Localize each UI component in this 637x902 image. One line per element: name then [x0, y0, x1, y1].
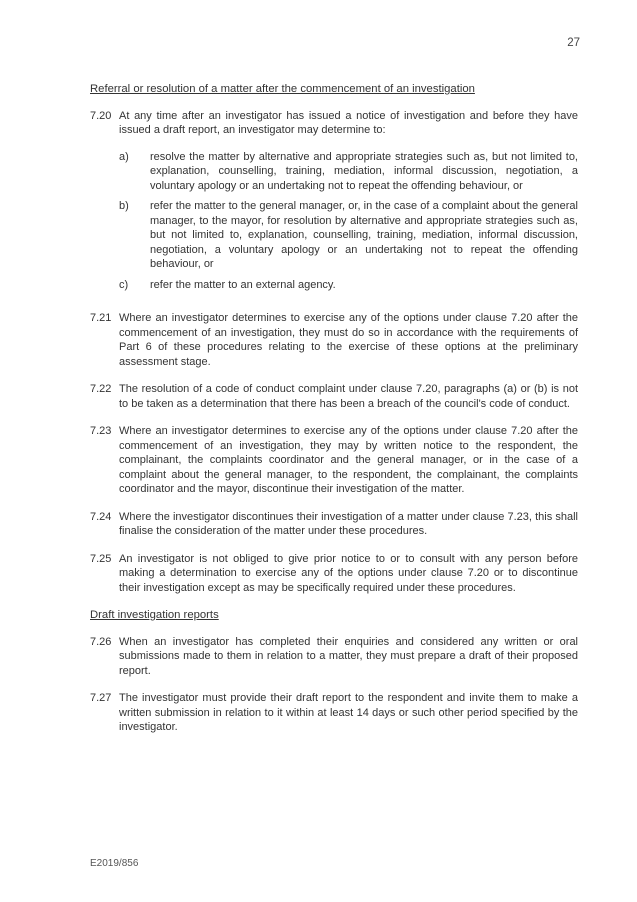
clause-7-26	[90, 635, 578, 679]
clause-text: Where an investigator determines to exercise any of the options under clause 7.20 after the commencement of an investigation, they must do so in accordance with the requirements of Part 6 of these procedures relating to the exercise of these options at the preliminary assessment stage.	[119, 312, 578, 368]
clause-7-20	[90, 109, 578, 299]
clause-text: Where an investigator determines to exercise any of the options under clause 7.20 after the commencement of an investigation, they may by written notice to the respondent, the complainant, the complaints coordinator and the general manager, or in the case of a complaint about the general manager, to the respondent, the complainant, the complaints coordinator and the mayor, discontinue their investigation of the matter.	[119, 425, 578, 495]
page-number: 27	[567, 37, 580, 49]
sub-item-label: b)	[119, 200, 129, 212]
clause-number: 7.27	[90, 692, 112, 704]
clause-7-25	[90, 552, 578, 596]
sub-item-label: c)	[119, 278, 129, 291]
clause-7-23	[90, 424, 578, 497]
sub-item-a	[119, 150, 578, 194]
clause-number: 7.26	[90, 635, 112, 648]
clause-7-27	[90, 691, 578, 735]
clause-7-24	[90, 510, 578, 539]
clause-text: At any time after an investigator has issued a notice of investigation and before they have issued a draft report, an investigator may determine to:	[119, 109, 578, 136]
sub-item-text: refer the matter to an external agency.	[150, 278, 336, 291]
clause-text: The investigator must provide their draft report to the respondent and invite them to make a written submission in relation to it within at least 14 days or such other period specified by the investigator.	[119, 692, 578, 733]
sub-item-label: a)	[119, 150, 129, 163]
sub-item-b	[119, 199, 578, 272]
clause-number: 7.23	[90, 425, 112, 437]
sub-item-text: resolve the matter by alternative and appropriate strategies such as, but not limited to, explanation, counselling, training, mediation, informal discussion, negotiation, a voluntary apology or an undertaking not to repeat the offending behaviour, or	[150, 150, 578, 192]
clause-7-22	[90, 382, 578, 411]
clause-number: 7.20	[90, 109, 112, 122]
clause-number: 7.22	[90, 383, 112, 395]
clause-text: When an investigator has completed their enquiries and considered any written or oral submissions made to them in relation to a matter, they must prepare a draft of their proposed report.	[119, 635, 578, 677]
sub-item-text: refer the matter to the general manager, or, in the case of a complaint about the general manager, to the mayor, for resolution by alternative and appropriate strategies such as, but not limited to, explanation, counselling, training, mediation, informal discussion, negotiation, a voluntary apology or an undertaking not to repeat the offending behaviour, or	[150, 200, 578, 270]
section-heading-referral: Referral or resolution of a matter after the commencement of an investigation	[90, 83, 475, 95]
clause-7-21	[90, 311, 578, 369]
clause-text: An investigator is not obliged to give prior notice to or to consult with any person before making a determination to exercise any of the options under clause 7.20 or to discontinue their investigation except as may be specifically required under these procedures.	[119, 552, 578, 594]
clause-text: The resolution of a code of conduct complaint under clause 7.20, paragraphs (a) or (b) is not to be taken as a determination that there has been a breach of the council's code of conduct.	[119, 383, 578, 410]
section-heading-draft-reports: Draft investigation reports	[90, 609, 219, 621]
sub-item-c	[119, 278, 578, 293]
clause-number: 7.25	[90, 552, 112, 565]
clause-number: 7.24	[90, 510, 112, 523]
sub-list	[119, 150, 578, 293]
document-body	[90, 82, 578, 748]
document-reference: E2019/856	[90, 858, 139, 869]
clause-number: 7.21	[90, 312, 112, 324]
clause-text: Where the investigator discontinues their investigation of a matter under clause 7.23, this shall finalise the consideration of the matter under these procedures.	[119, 510, 578, 537]
